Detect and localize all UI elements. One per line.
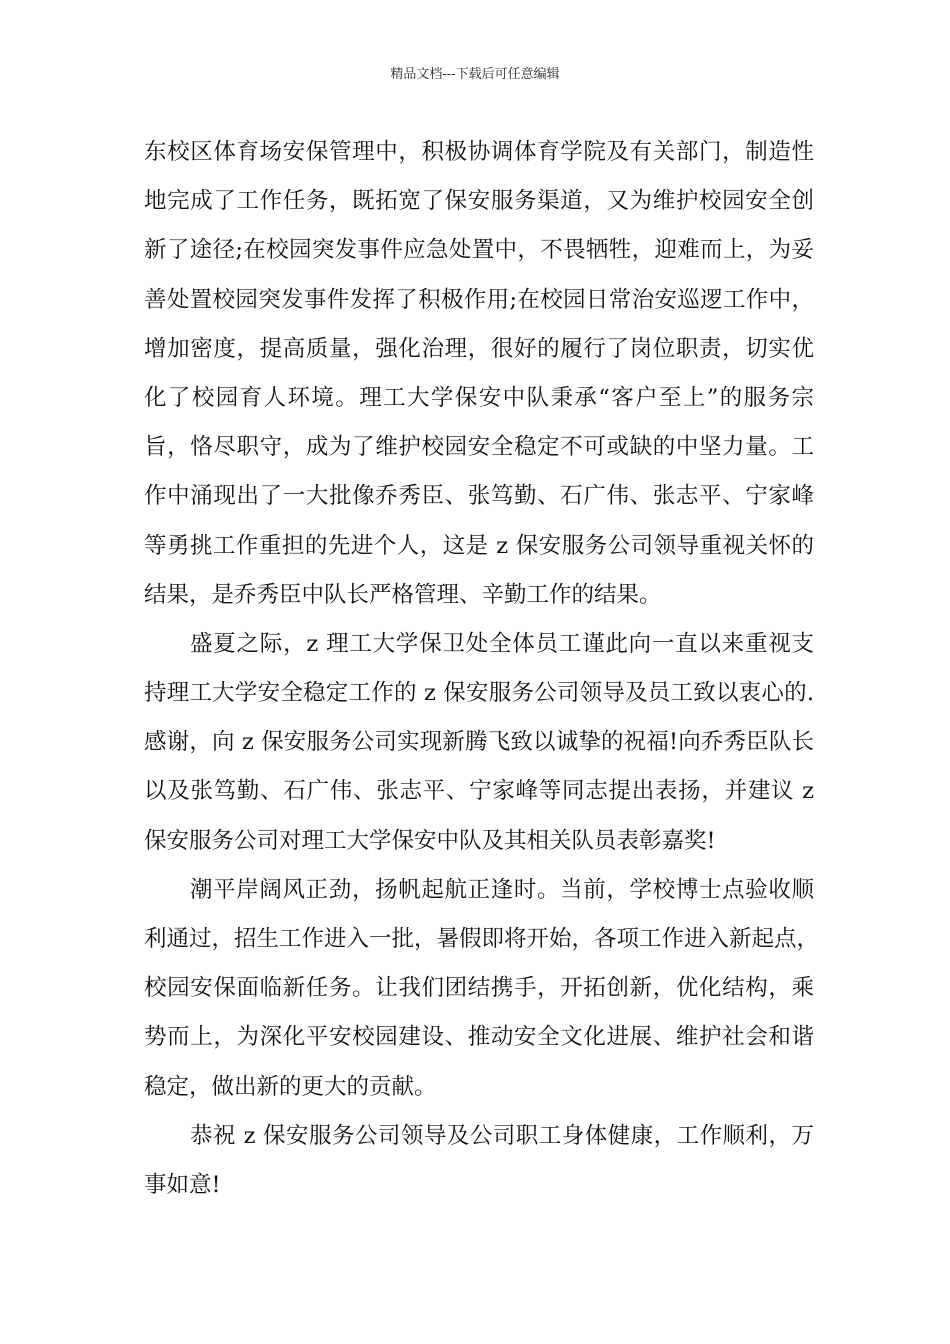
text-line: 保安服务公司对理工大学保安中队及其相关队员表彰嘉奖! [144,827,716,854]
text-line: 增加密度，提高质量，强化治理，很好的履行了岗位职责，切实优 [144,335,814,362]
text-line: 结果，是乔秀臣中队长严格管理、辛勤工作的结果。 [144,581,662,608]
text-line: 以及张笃勤、石广伟、张志平、宁家峰等同志提出表扬，并建议 z [144,778,814,805]
text-line: 善处置校园突发事件发挥了积极作用;在校园日常治安巡逻工作中， [144,286,814,313]
text-line: 新了途径;在校园突发事件应急处置中，不畏牺牲，迎难而上，为妥 [144,237,814,264]
text-line: 东校区体育场安保管理中，积极协调体育学院及有关部门，制造性 [144,139,814,165]
text-line: 势而上，为深化平安校园建设、推动安全文化进展、维护社会和谐 [144,1024,814,1051]
text-line: 等勇挑工作重担的先进个人，这是 z 保安服务公司领导重视关怀的 [144,532,814,559]
text-line: 持理工大学安全稳定工作的 z 保安服务公司领导及员工致以衷心的. [144,680,814,707]
text-line: 事如意! [144,1171,221,1198]
text-line: 盛夏之际，z 理工大学保卫处全体员工谨此向一直以来重视支 [190,630,814,657]
document-body [144,128,820,1210]
text-line: 旨，恪尽职守，成为了维护校园安全稳定不可或缺的中坚力量。工 [144,434,814,461]
text-line: 地完成了工作任务，既拓宽了保安服务渠道，又为维护校园安全创 [144,188,814,215]
text-line: 恭祝 z 保安服务公司领导及公司职工身体健康，工作顺利，万 [190,1122,814,1149]
text-line: 校园安保面临新任务。让我们团结携手，开拓创新，优化结构，乘 [144,975,814,1002]
text-line: 潮平岸阔风正劲，扬帆起航正逢时。当前，学校博士点验收顺 [190,876,814,903]
text-line: 利通过，招生工作进入一批，暑假即将开始，各项工作进入新起点， [144,926,820,952]
page-header: 精品文档---下载后可任意编辑 [390,67,560,82]
text-line: 感谢，向 z 保安服务公司实现新腾飞致以诚挚的祝福!向乔秀臣队长 [144,729,814,756]
text-line: 化了校园育人环境。理工大学保安中队秉承“客户至上”的服务宗 [144,384,814,411]
text-line: 稳定，做出新的更大的贡献。 [144,1073,437,1100]
text-line: 作中涌现出了一大批像乔秀臣、张笃勤、石广伟、张志平、宁家峰 [144,483,814,510]
